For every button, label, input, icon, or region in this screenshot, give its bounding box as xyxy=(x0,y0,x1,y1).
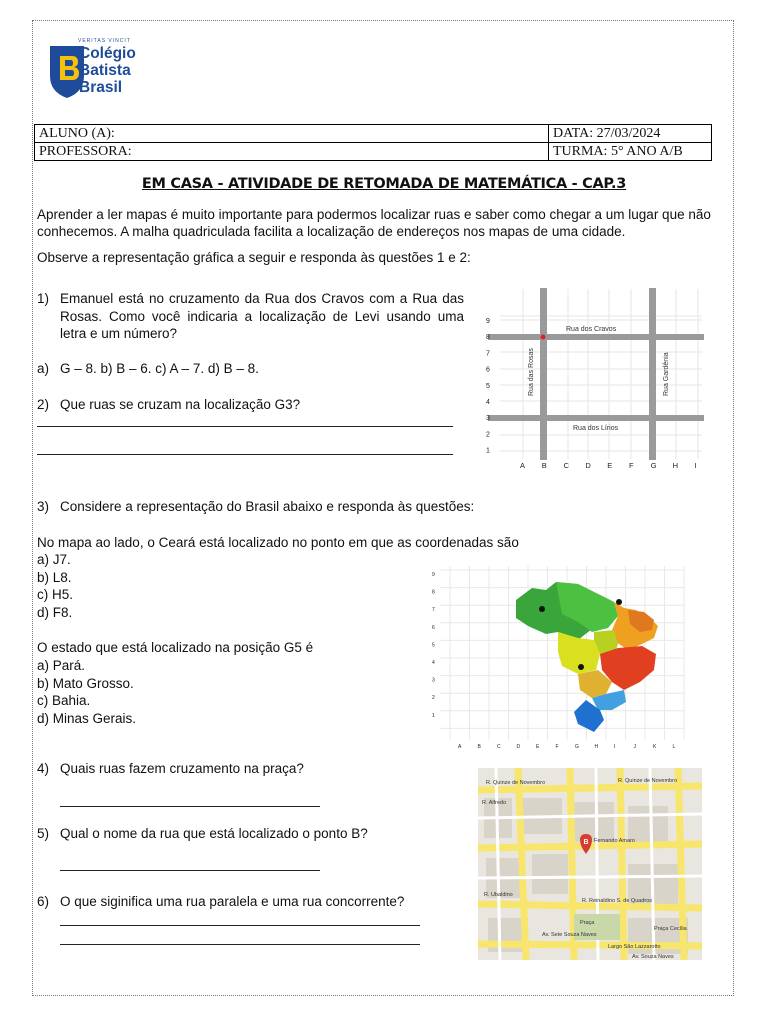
brazil-map-y-label-4: 4 xyxy=(432,660,435,666)
street-map-x-label-H: H xyxy=(672,461,679,470)
q3-sub1-option-c[interactable]: c) H5. xyxy=(37,587,74,602)
q4-text: Quais ruas fazem cruzamento na praça? xyxy=(60,761,304,776)
street-label-rosas: Rua das Rosas xyxy=(528,348,535,396)
brazil-map-x-label-K: K xyxy=(653,744,657,750)
street-label-cravos: Rua dos Cravos xyxy=(566,326,617,333)
brazil-map-x-label-B: B xyxy=(477,744,481,750)
class-field: TURMA: 5° ANO A/B xyxy=(549,143,712,161)
q4-answer-line[interactable] xyxy=(60,806,320,807)
q2-text: Que ruas se cruzam na localização G3? xyxy=(60,397,301,412)
city-label-8: Praça Cecília xyxy=(654,926,687,932)
brazil-map-y-label-8: 8 xyxy=(432,589,435,596)
q2-number: 2) xyxy=(37,397,50,412)
brazil-map-x-label-H: H xyxy=(594,744,599,750)
brazil-map-x-label-J: J xyxy=(633,744,636,750)
city-label-0: R. Quinze de Novembro xyxy=(486,780,545,786)
q6-answer-line-2[interactable] xyxy=(60,944,420,945)
q3-sub1-text: No mapa ao lado, o Ceará está localizado no ponto em que as coordenadas são xyxy=(37,535,519,550)
q4-number: 4) xyxy=(37,761,50,776)
brazil-grid-map xyxy=(428,560,688,752)
instruction-text: Observe a representação gráfica a seguir e responda às questões 1 e 2: xyxy=(37,250,471,265)
brazil-map-y-label-1: 1 xyxy=(432,712,435,719)
city-street-map xyxy=(478,768,702,960)
q6-text: O que siginifica uma rua paralela e uma rua concorrente? xyxy=(60,894,405,909)
school-name-line1: Colégio xyxy=(79,45,136,62)
q3-sub2-option-d[interactable]: d) Minas Gerais. xyxy=(37,711,137,726)
city-label-5: Av. Sete Souza Naves xyxy=(542,932,597,938)
q1-options-prefix: a) xyxy=(37,361,50,376)
brazil-map-y-label-5: 5 xyxy=(432,642,435,649)
brazil-map-x-label-E: E xyxy=(536,744,540,750)
street-map-y-label-7: 7 xyxy=(486,350,490,358)
street-map-y-label-3: 3 xyxy=(486,415,490,423)
city-label-6: Praça xyxy=(580,920,595,926)
street-map-x-label-E: E xyxy=(607,461,613,470)
q3-number: 3) xyxy=(37,499,50,514)
city-label-2: R. Alfredo xyxy=(482,800,507,806)
school-name-line2: Batista xyxy=(79,62,131,79)
brazil-map-x-label-C: C xyxy=(497,744,501,750)
street-map-y-label-8: 8 xyxy=(486,334,490,342)
city-label-10: Av. Souza Naves xyxy=(632,954,674,960)
city-label-1: R. Quinze de Novembro xyxy=(618,778,677,784)
city-label-4: R. Reinaldino S. de Quadros xyxy=(582,898,653,904)
q3-sub1-option-a[interactable]: a) J7. xyxy=(37,552,71,567)
street-map-y-label-9: 9 xyxy=(486,318,490,325)
brazil-map-y-label-3: 3 xyxy=(432,677,435,684)
street-map-y-label-6: 6 xyxy=(486,366,490,374)
q3-sub2-option-a[interactable]: a) Pará. xyxy=(37,658,86,673)
brazil-map-x-label-F: F xyxy=(555,744,559,750)
street-map-y-label-5: 5 xyxy=(486,382,490,390)
q1-options[interactable]: G – 8. b) B – 6. c) A – 7. d) B – 8. xyxy=(60,361,259,376)
q1-text: Emanuel está no cruzamento da Rua dos Cravos com a Rua das Rosas. Como você indicaria a localização de Levi usando uma letra e um número? xyxy=(60,291,464,341)
brazil-map-y-label-7: 7 xyxy=(432,607,435,614)
street-map-x-label-G: G xyxy=(650,461,657,470)
school-name-line3: Brasil xyxy=(79,79,123,96)
street-map-x-label-A: A xyxy=(520,461,526,470)
q5-text: Qual o nome da rua que está localizado o ponto B? xyxy=(60,826,368,841)
q6-number: 6) xyxy=(37,894,50,909)
street-map-x-label-B: B xyxy=(541,461,547,470)
student-field[interactable]: ALUNO (A): xyxy=(35,125,549,143)
q3-sub2-text: O estado que está localizado na posição G5 é xyxy=(37,640,314,655)
city-label-7: Largo São Lazzarotto xyxy=(608,944,661,950)
street-label-gardenia: Rua Gardênia xyxy=(663,352,670,396)
q2-answer-line-1[interactable] xyxy=(37,426,453,427)
street-label-lirios: Rua dos Lírios xyxy=(573,425,619,432)
city-label-3: Fernando Amaro xyxy=(594,838,635,844)
intro-paragraph: Aprender a ler mapas é muito importante para podermos localizar ruas e saber como chegar a um lugar que não conhecemos. A malha quadriculada facilita a localização de endereços nos mapas de uma cidade. xyxy=(37,207,711,239)
street-map-x-label-I: I xyxy=(694,461,697,470)
street-grid-map xyxy=(478,284,704,474)
student-info-table xyxy=(34,124,712,161)
brazil-map-x-label-D: D xyxy=(516,744,521,750)
teacher-field[interactable]: PROFESSORA: xyxy=(35,143,549,161)
q5-number: 5) xyxy=(37,826,50,841)
street-map-y-label-1: 1 xyxy=(486,447,490,455)
q3-sub2-option-c[interactable]: c) Bahia. xyxy=(37,693,91,708)
q1-number: 1) xyxy=(37,291,50,306)
school-name xyxy=(79,45,136,96)
q3-sub1-option-d[interactable]: d) F8. xyxy=(37,605,73,620)
q6-answer-line-1[interactable] xyxy=(60,925,420,926)
street-map-y-label-4: 4 xyxy=(486,399,490,406)
map-pin-label: B xyxy=(583,839,589,846)
brazil-map-y-label-9: 9 xyxy=(432,572,435,578)
q3-sub1-option-b[interactable]: b) L8. xyxy=(37,570,72,585)
brazil-map-y-label-2: 2 xyxy=(432,695,435,702)
street-map-x-label-D: D xyxy=(585,461,591,470)
q3-text: Considere a representação do Brasil abaixo e responda às questões: xyxy=(60,499,475,514)
date-field: DATA: 27/03/2024 xyxy=(549,125,712,143)
brazil-map-x-label-I: I xyxy=(614,744,616,750)
school-motto: VERITAS VINCIT xyxy=(78,38,131,44)
street-map-y-label-2: 2 xyxy=(486,431,490,439)
brazil-map-x-label-G: G xyxy=(575,744,579,750)
brazil-map-x-label-L: L xyxy=(672,744,676,750)
brazil-map-y-label-6: 6 xyxy=(432,624,435,631)
city-label-9: R. Ubaldino xyxy=(484,892,513,898)
street-map-x-label-F: F xyxy=(629,461,634,470)
q3-sub2-option-b[interactable]: b) Mato Grosso. xyxy=(37,676,134,691)
brazil-map-x-label-A: A xyxy=(458,744,462,750)
q2-answer-line-2[interactable] xyxy=(37,454,453,455)
page-title: EM CASA - ATIVIDADE DE RETOMADA DE MATEMÁTICA - CAP.3 xyxy=(141,176,627,192)
street-map-x-label-C: C xyxy=(563,461,570,470)
q5-answer-line[interactable] xyxy=(60,870,320,871)
